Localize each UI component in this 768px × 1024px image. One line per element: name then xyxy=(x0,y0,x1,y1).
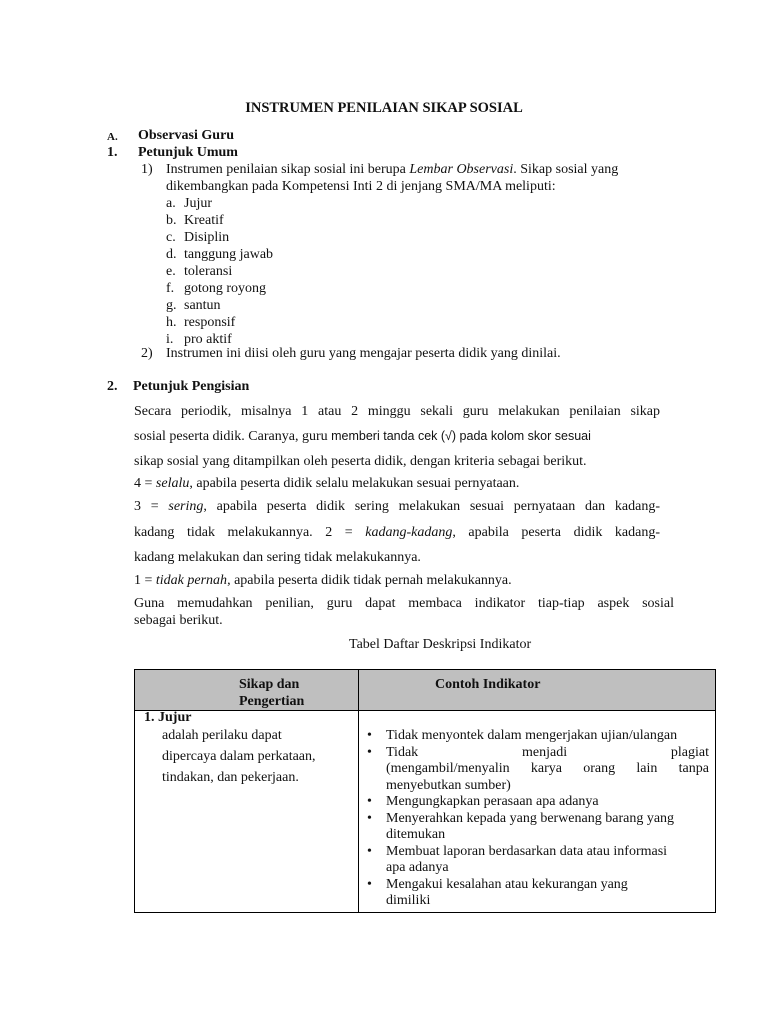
attitude-marker: a. xyxy=(166,196,176,211)
filling-label: Petunjuk Pengisian xyxy=(133,379,250,394)
filling-marker: 2. xyxy=(107,379,118,394)
general-item2-text: Instrumen ini diisi oleh guru yang mengajar peserta didik yang dinilai. xyxy=(166,346,561,361)
general-item1-text xyxy=(166,161,618,178)
attitude-marker: g. xyxy=(166,298,177,313)
table-caption: Tabel Daftar Deskripsi Indikator xyxy=(349,637,532,652)
table-header-indicator xyxy=(359,670,716,711)
score-4-prefix: 4 = xyxy=(134,476,156,491)
indicator-line: dimiliki xyxy=(386,893,431,908)
score-1-term: tidak pernah xyxy=(155,573,228,588)
indicator-line: • Membuat laporan berdasarkan data atau informasi xyxy=(386,843,668,859)
filling-p1-line1: Secara periodik, misalnya 1 atau 2 minggu sekali guru melakukan penilaian sikap xyxy=(134,404,660,419)
attitude-marker: c. xyxy=(166,230,176,245)
header-attitude-line1: Sikap dan xyxy=(239,677,300,692)
indicator-line: • Mengungkapkan perasaan apa adanya xyxy=(386,794,599,809)
attitude-marker: h. xyxy=(166,315,177,330)
attitude-item: pro aktif xyxy=(184,332,232,347)
attitude-cell xyxy=(135,711,359,913)
section-a-label: Observasi Guru xyxy=(138,128,235,143)
definition-line: tindakan, dan pekerjaan. xyxy=(162,770,299,785)
list-item xyxy=(359,794,715,811)
header-indicator-label: Contoh Indikator xyxy=(435,677,541,692)
attitude-marker: e. xyxy=(166,264,176,279)
indicator-line: • Tidak menyontek dalam mengerjakan ujian/ulangan xyxy=(386,728,678,743)
score-1-prefix: 1 = xyxy=(134,573,156,588)
attitude-item: tanggung jawab xyxy=(184,247,274,262)
lembar-observasi-emphasis: Lembar Observasi xyxy=(409,162,514,177)
header-attitude-line2: Pengertian xyxy=(239,694,305,709)
attitude-marker: i. xyxy=(166,332,174,347)
score-4-term: selalu xyxy=(155,476,190,491)
attitude-item: toleransi xyxy=(184,264,233,279)
filling-p2-line1: Guna memudahkan penilian, guru dapat membaca indikator tiap-tiap aspek sosial xyxy=(134,596,674,611)
general-item1-number: 1) xyxy=(141,162,153,177)
section-a-marker: A. xyxy=(107,131,118,143)
indicator-line: (mengambil/menyalin karya orang lain tanpa xyxy=(386,761,709,776)
attitude-definition xyxy=(135,725,358,788)
attitude-item: Kreatif xyxy=(184,213,224,228)
general-item2-number: 2) xyxy=(141,346,153,361)
indicator-line: apa adanya xyxy=(386,860,449,875)
list-item xyxy=(359,728,715,745)
score-2-prefix: kadang tidak melakukannya. 2 = xyxy=(134,525,366,540)
score-3-text: , apabila peserta didik sering melakukan sesuai pernyataan dan kadang- xyxy=(203,499,660,514)
score-4-line xyxy=(134,475,519,492)
list-item xyxy=(359,844,715,877)
table-header-attitude xyxy=(135,670,359,711)
filling-p1-line2a: sosial peserta didik. Caranya, guru xyxy=(134,429,328,444)
list-item xyxy=(359,745,715,795)
score-2-text: , apabila peserta didik kadang- xyxy=(452,525,661,540)
list-item xyxy=(359,811,715,844)
score-1-text: , apabila peserta didik tidak pernah melakukannya. xyxy=(227,573,512,588)
indicator-cell xyxy=(359,711,716,913)
filling-p1-line2b: memberi tanda cek (√) pada kolom skor sesuai xyxy=(331,429,591,443)
general-label: Petunjuk Umum xyxy=(138,145,238,160)
indicator-line: • Menyerahkan kepada yang berwenang barang yang xyxy=(386,810,675,826)
attitude-item: santun xyxy=(184,298,221,313)
score-3-term: sering xyxy=(168,499,204,514)
score-3-line xyxy=(134,498,660,515)
attitude-item: gotong royong xyxy=(184,281,267,296)
score-3-prefix: 3 = xyxy=(134,499,169,514)
filling-p2-line2: sebagai berikut. xyxy=(134,613,223,628)
attitude-marker: f. xyxy=(166,281,175,296)
table-row xyxy=(135,711,716,913)
attitude-marker: b. xyxy=(166,213,177,228)
general-item1-post: . Sikap sosial yang xyxy=(513,162,619,177)
indicator-line: menyebutkan sumber) xyxy=(386,777,511,793)
indicator-line: ditemukan xyxy=(386,827,446,842)
filling-p1-line3: sikap sosial yang ditampilkan oleh peserta didik, dengan kriteria sebagai berikut. xyxy=(134,454,587,469)
definition-line: dipercaya dalam perkataan, xyxy=(162,749,316,764)
score-4-text: , apabila peserta didik selalu melakukan sesuai pernyataan. xyxy=(189,476,520,491)
attitude-item: responsif xyxy=(184,315,236,330)
attitude-item: Jujur xyxy=(184,196,212,211)
score-2-line xyxy=(134,524,660,541)
attitude-name: 1. Jujur xyxy=(144,710,192,725)
attitude-item: Disiplin xyxy=(184,230,230,245)
page-title: INSTRUMEN PENILAIAN SIKAP SOSIAL xyxy=(245,100,523,116)
attitude-marker: d. xyxy=(166,247,177,262)
score-1-line xyxy=(134,572,512,589)
filling-p1-line2 xyxy=(134,428,591,445)
indicator-line: • Tidak menjadi plagiat xyxy=(386,744,709,760)
definition-line: adalah perilaku dapat xyxy=(162,728,282,743)
indicator-list xyxy=(359,711,715,910)
indicator-line: • Mengakui kesalahan atau kekurangan yang xyxy=(386,876,628,892)
general-item1-pre: Instrumen penilaian sikap sosial ini berupa xyxy=(166,162,410,177)
general-marker: 1. xyxy=(107,145,118,160)
score-2-line2: kadang melakukan dan sering tidak melakukannya. xyxy=(134,550,421,565)
general-item1-line2: dikembangkan pada Kompetensi Inti 2 di jenjang SMA/MA meliputi: xyxy=(166,179,556,194)
score-2-term: kadang-kadang xyxy=(365,525,453,540)
list-item xyxy=(359,877,715,910)
indicator-table xyxy=(134,669,716,913)
